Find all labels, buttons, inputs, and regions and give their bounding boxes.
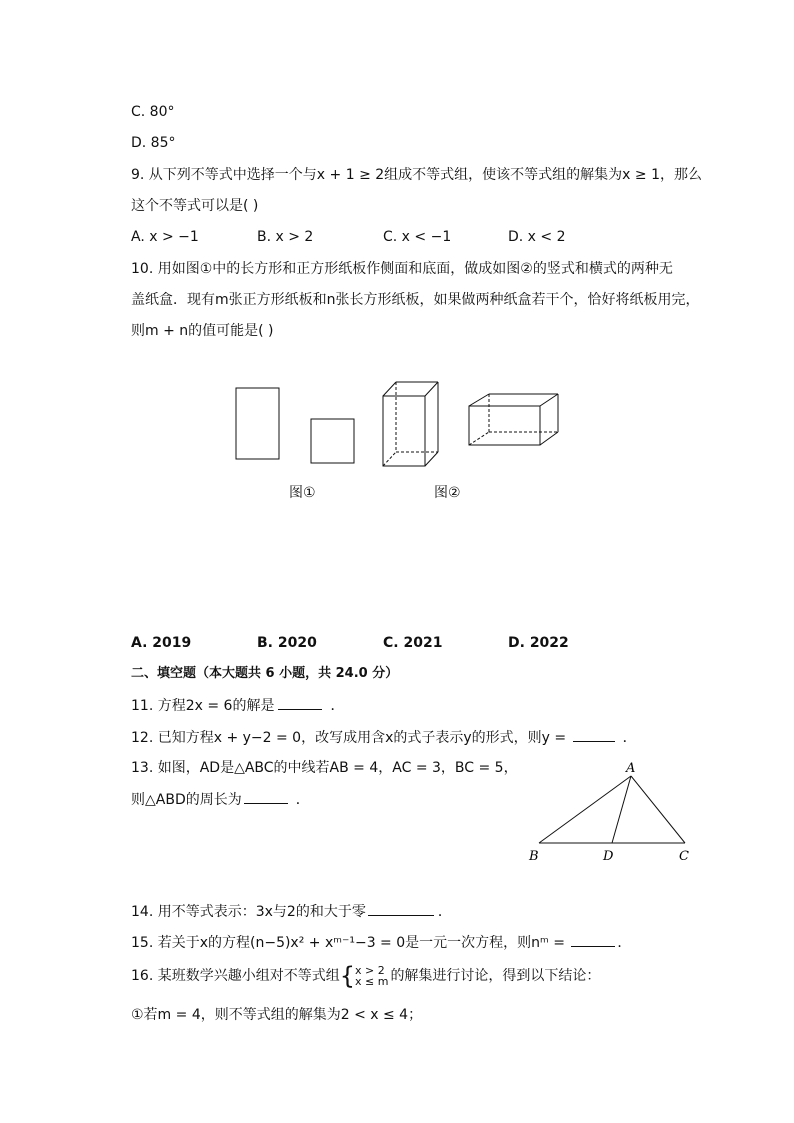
q13-answer-blank[interactable]: [244, 789, 288, 804]
q11: [131, 695, 344, 716]
q13-label-c: C: [679, 849, 689, 864]
q12-end: ．: [622, 730, 637, 746]
q10-option-c: C. 2021: [383, 635, 443, 651]
fig1-caption: 图①: [289, 485, 316, 501]
q15: [131, 932, 631, 953]
q16-brace-bottom: x ≤ m: [355, 975, 389, 988]
q13-label-a: A: [626, 761, 636, 776]
q13-label-b: B: [529, 849, 539, 864]
q12-stem: 12. 已知方程x + y−2 = 0，改写成用含x的式子表示y的形式，则y =: [131, 730, 571, 746]
q14-end: ．: [437, 904, 452, 920]
q16-stem-end: 的解集进行讨论，得到以下结论：: [390, 968, 601, 984]
q9-option-d: D. x < 2: [508, 229, 566, 245]
q13-end: ．: [295, 792, 310, 808]
q15-answer-blank[interactable]: [571, 932, 615, 947]
q9-option-b: B. x > 2: [257, 229, 314, 245]
q9-stem-line2: 这个不等式可以是( ): [131, 198, 259, 214]
section2-title: 二、填空题（本大题共 6 小题，共 24.0 分）: [131, 666, 399, 681]
q15-end: ．: [617, 935, 632, 951]
q12: [131, 727, 637, 748]
fig2-vertical-box: [383, 382, 438, 466]
q9-option-a: A. x > −1: [131, 229, 199, 245]
q16-brace-top: x > 2: [355, 964, 385, 977]
q16-stem: 16. 某班数学兴趣小组对不等式组: [131, 968, 340, 984]
q16-inequality-system: [355, 965, 388, 987]
q15-stem: 15. 若关于x的方程(n−5)x² + xᵐ⁻¹−3 = 0是一元一次方程，则nᵐ =: [131, 935, 570, 951]
q9-option-c: C. x < −1: [383, 229, 452, 245]
q14-stem: 14. 用不等式表示：3x与2的和大于零: [131, 904, 366, 920]
fig1-rectangle: [236, 388, 279, 459]
q10-stem-line3: 则m + n的值可能是( ): [131, 323, 274, 339]
q8-option-c: C. 80°: [131, 104, 175, 120]
q13-line2: [131, 789, 310, 810]
q9-stem-line1: 9. 从下列不等式中选择一个与x + 1 ≥ 2组成不等式组，使该不等式组的解集为x ≥ 1，那么: [131, 167, 702, 183]
q14: [131, 901, 452, 922]
q12-answer-blank[interactable]: [573, 727, 615, 742]
q13-triangle: [539, 776, 685, 843]
q10-option-b: B. 2020: [257, 635, 317, 651]
q13-stem-line2: 则△ABD的周长为: [131, 792, 242, 808]
fig1-square: [311, 419, 354, 463]
q16: 16. 某班数学兴趣小组对不等式组{ x > 2 x ≤ m 的解集进行讨论，得到以下结论：: [131, 962, 601, 990]
q14-answer-blank[interactable]: [368, 901, 434, 916]
q11-answer-blank[interactable]: [278, 695, 322, 710]
q13-label-d: D: [603, 849, 614, 864]
q10-option-a: A. 2019: [131, 635, 192, 651]
q13-stem-line1: 13. 如图，AD是△ABC的中线若AB = 4，AC = 3，BC = 5，: [131, 760, 518, 776]
q10-stem-line1: 10. 用如图①中的长方形和正方形纸板作侧面和底面，做成如图②的竖式和横式的两种无: [131, 261, 673, 277]
fig2-horizontal-box: [469, 394, 558, 445]
q10-stem-line2: 盖纸盒．现有m张正方形纸板和n张长方形纸板，如果做两种纸盒若干个，恰好将纸板用完，: [131, 292, 700, 308]
q16-conclusion-1: ①若m = 4，则不等式组的解集为2 < x ≤ 4；: [131, 1007, 423, 1023]
q8-option-d: D. 85°: [131, 135, 176, 151]
q10-option-d: D. 2022: [508, 635, 569, 651]
q11-end: ．: [330, 698, 345, 714]
q11-stem: 11. 方程2x = 6的解是: [131, 698, 275, 714]
fig2-caption: 图②: [434, 485, 461, 501]
